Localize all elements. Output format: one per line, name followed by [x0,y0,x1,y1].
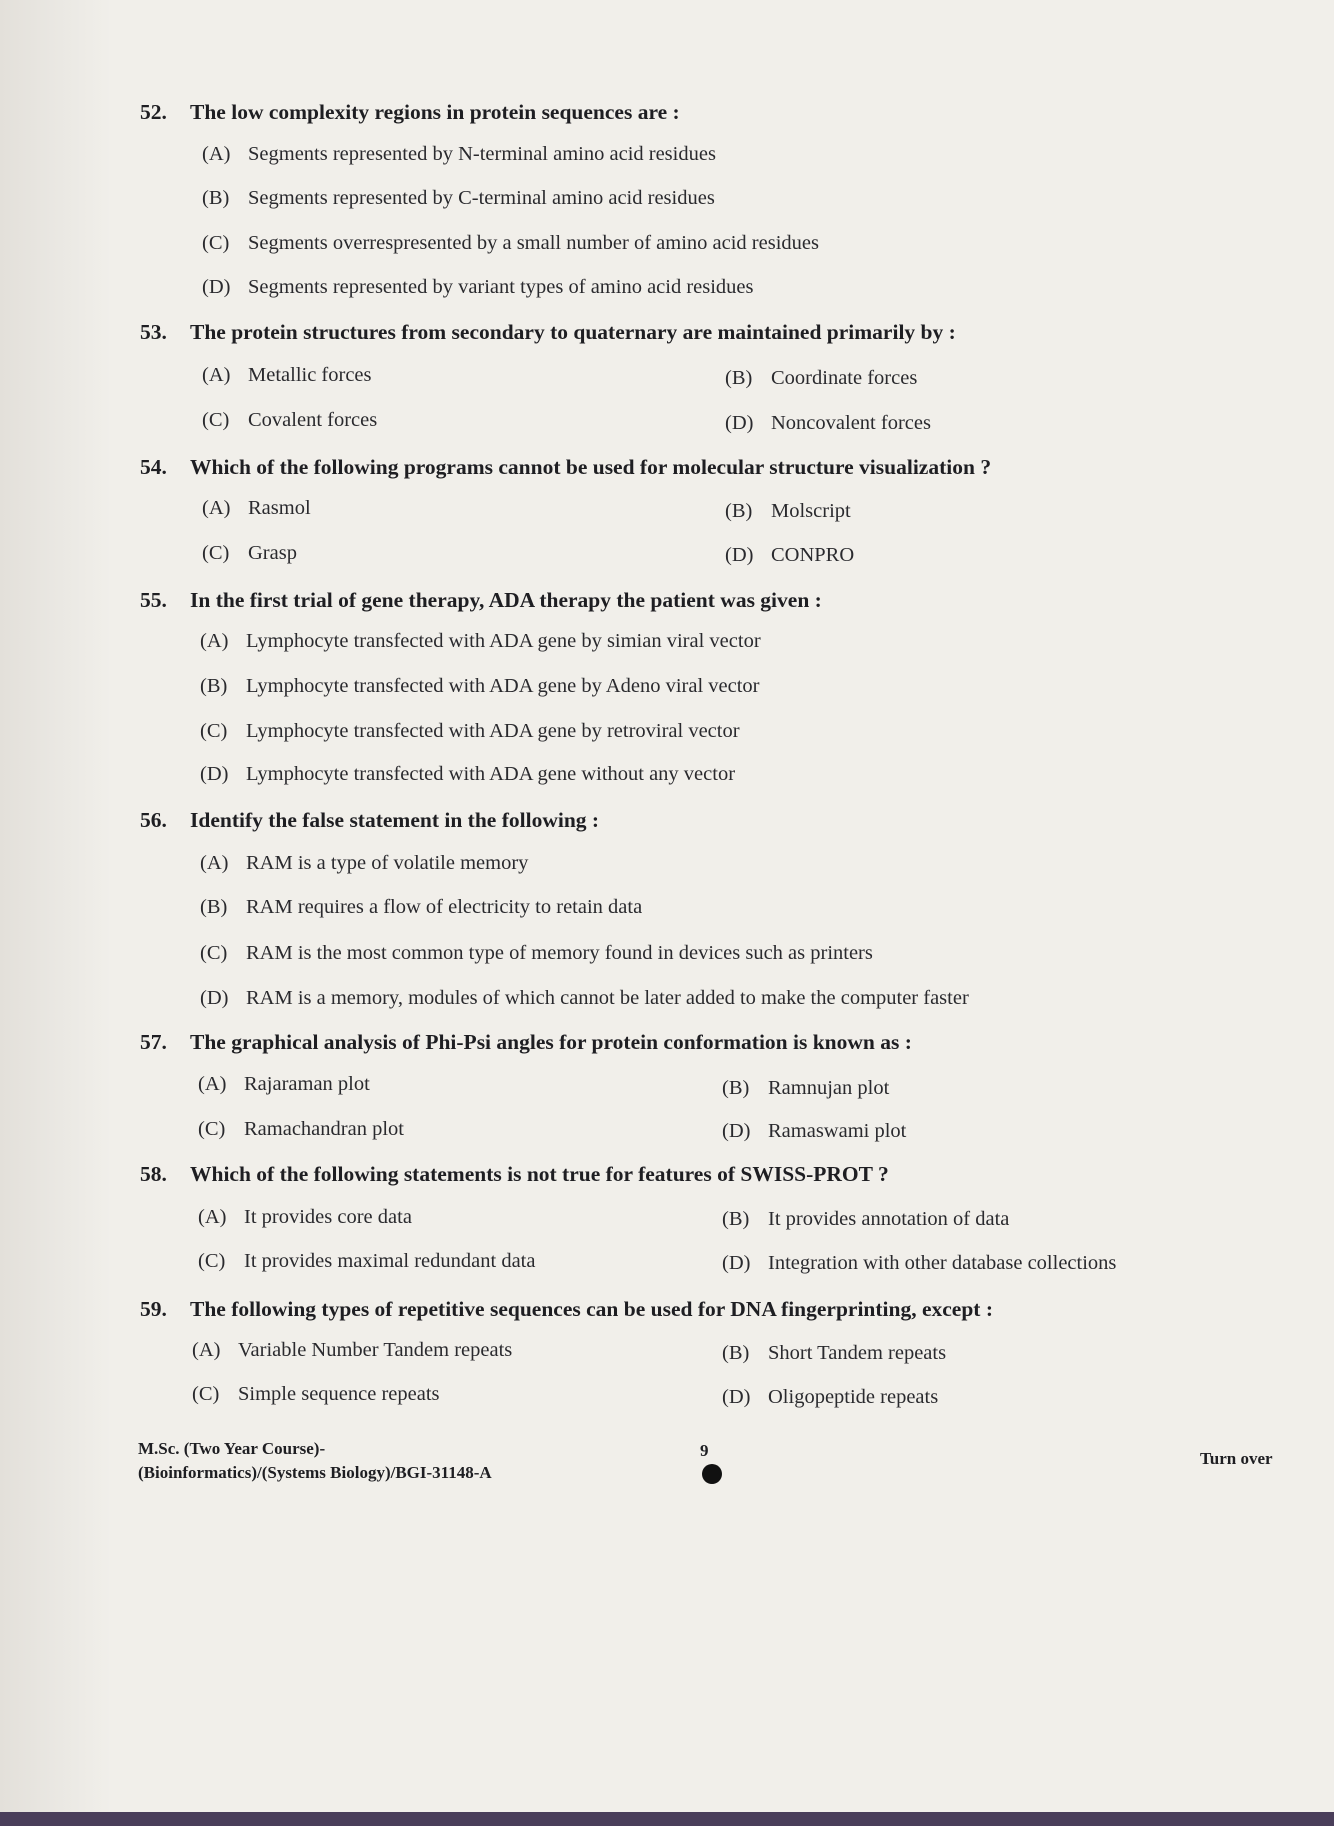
option-59-b: (B) Short Tandem repeats [722,1342,947,1364]
question-56 [140,808,1210,833]
question-number: 58. [140,1162,167,1186]
option-58-c: (C) It provides maximal redundant data [198,1250,536,1272]
option-55-b: (B) Lymphocyte transfected with ADA gene by Adeno viral vector [200,675,760,697]
question-text: Which of the following statements is not true for features of SWISS-PROT ? [190,1162,889,1186]
option-56-a: (A) RAM is a type of volatile memory [200,852,529,874]
option-59-d: (D) Oligopeptide repeats [722,1386,939,1408]
option-53-d: (D) Noncovalent forces [725,412,931,434]
option-57-a: (A) Rajaraman plot [198,1073,370,1095]
option-58-d: (D) Integration with other database collections [722,1252,1117,1274]
turn-over-label: Turn over [1200,1449,1273,1468]
question-54 [140,455,1210,480]
page-marker-dot [702,1464,722,1484]
question-text: The low complexity regions in protein sequences are : [190,100,680,124]
option-53-a: (A) Metallic forces [202,364,372,386]
question-number: 54. [140,455,167,479]
option-55-d: (D) Lymphocyte transfected with ADA gene without any vector [200,763,736,785]
question-59 [140,1297,1210,1322]
question-number: 57. [140,1030,167,1054]
option-57-c: (C) Ramachandran plot [198,1118,404,1140]
option-57-d: (D) Ramaswami plot [722,1120,907,1142]
option-52-d: (D) Segments represented by variant types of amino acid residues [202,276,754,298]
option-58-b: (B) It provides annotation of data [722,1208,1010,1230]
question-text: In the first trial of gene therapy, ADA therapy the patient was given : [190,588,822,612]
option-54-d: (D) CONPRO [725,544,855,566]
option-58-a: (A) It provides core data [198,1206,412,1228]
option-54-b: (B) Molscript [725,500,851,522]
question-53 [140,320,1210,345]
question-text: Which of the following programs cannot be used for molecular structure visualization ? [190,455,992,479]
option-56-c: (C) RAM is the most common type of memory found in devices such as printers [200,942,873,964]
option-54-a: (A) Rasmol [202,497,311,519]
option-56-d: (D) RAM is a memory, modules of which cannot be later added to make the computer faster [200,987,969,1009]
question-number: 53. [140,320,167,344]
option-54-c: (C) Grasp [202,542,297,564]
option-53-c: (C) Covalent forces [202,409,378,431]
question-number: 56. [140,808,167,832]
question-52 [140,100,1210,125]
option-52-b: (B) Segments represented by C-terminal amino acid residues [202,187,715,209]
scan-bottom-edge [0,1812,1334,1826]
question-number: 55. [140,588,167,612]
question-text: Identify the false statement in the following : [190,808,600,832]
option-55-a: (A) Lymphocyte transfected with ADA gene by simian viral vector [200,630,761,652]
question-57 [140,1030,1210,1055]
question-text: The following types of repetitive sequences can be used for DNA fingerprinting, except : [190,1297,994,1321]
question-number: 52. [140,100,167,124]
scan-left-shade [0,0,112,1826]
question-58 [140,1162,1210,1187]
option-55-c: (C) Lymphocyte transfected with ADA gene by retroviral vector [200,720,740,742]
option-57-b: (B) Ramnujan plot [722,1077,890,1099]
question-text: The graphical analysis of Phi-Psi angles for protein conformation is known as : [190,1030,912,1054]
option-59-a: (A) Variable Number Tandem repeats [192,1339,513,1361]
question-55 [140,588,1210,613]
question-text: The protein structures from secondary to quaternary are maintained primarily by : [190,320,956,344]
page-number: 9 [700,1441,709,1460]
option-59-c: (C) Simple sequence repeats [192,1383,440,1405]
option-52-c: (C) Segments overrespresented by a small number of amino acid residues [202,232,819,254]
option-52-a: (A) Segments represented by N-terminal amino acid residues [202,143,716,165]
option-53-b: (B) Coordinate forces [725,367,918,389]
option-56-b: (B) RAM requires a flow of electricity to retain data [200,896,643,918]
course-line-1: M.Sc. (Two Year Course)- [138,1439,326,1458]
course-code [138,1437,492,1485]
question-number: 59. [140,1297,167,1321]
course-line-2: (Bioinformatics)/(Systems Biology)/BGI-31148-A [138,1463,492,1482]
